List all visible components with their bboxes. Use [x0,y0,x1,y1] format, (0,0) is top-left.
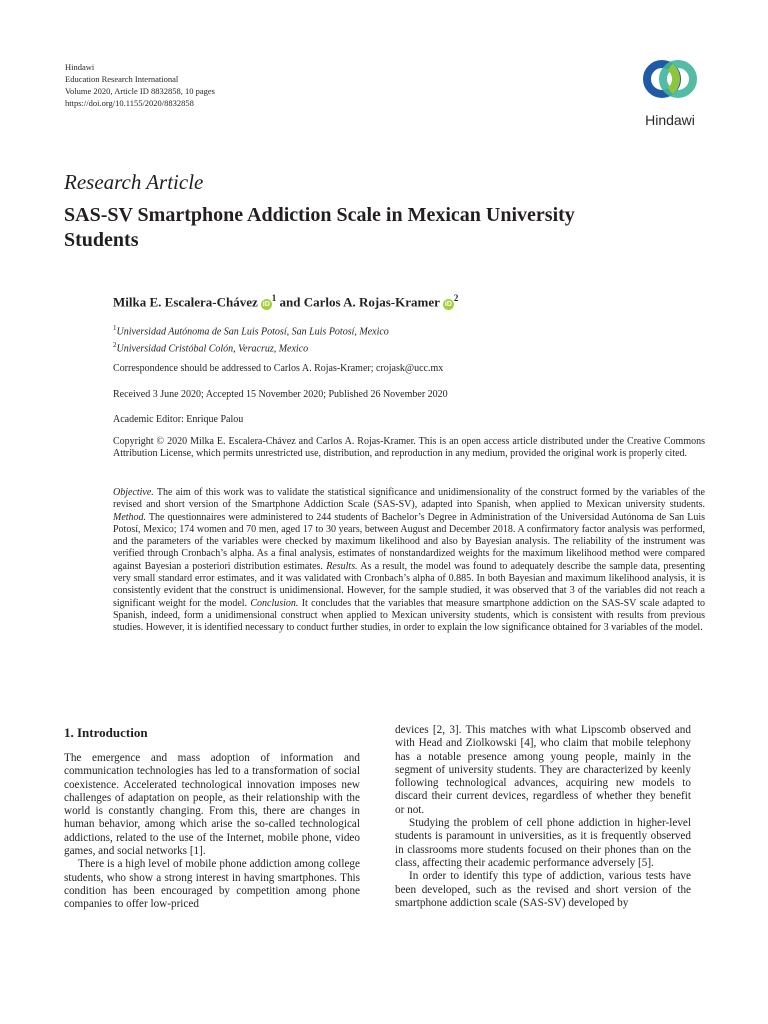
abstract [113,487,705,635]
abstract-conclusion: It concludes that the variables that measure smartphone addiction on the SAS-SV scale adapted to Spanish, indeed, form a unidimensional construct when applied to Mexican university students, which is consistent with results from previous studies. However, it is identified necessary to conduct further studies, in order to explain the low significance obtained for 3 variables of the model. [113,597,705,634]
author-name: Carlos A. Rojas-Kramer [303,294,440,310]
copyright-notice: Copyright © 2020 Milka E. Escalera-Chávez and Carlos A. Rojas-Kramer. This is an open access article distributed under the Creative Commons Attribution License, which permits unrestricted use, distribution, and reproduction in any medium, provided the original work is properly cited. [113,436,705,460]
academic-editor: Academic Editor: Enrique Palou [113,414,244,425]
affiliation-line: $^2$Universidad Cristóbal Colón, Veracruz, Mexico [113,340,309,354]
affiliations [113,322,705,355]
author-name: Milka E. Escalera-Chávez [113,294,258,310]
abstract-results: As a result, the model was found to adequately describe the sample data, presenting very small standard error estimates, and it was validated with Cronbach’s alpha of 0.885. In both Bayesian and maximum likelihood analysis, it is consistently evident that the construct is unidimensional. However, for the sample studied, it was observed that 3 of the variables did not reach a significant weight for the model. [113,560,705,609]
affiliation-marker: 1 [271,293,277,303]
author-list [113,293,458,310]
correspondence: Correspondence should be addressed to Carlos A. Rojas-Kramer; crojask@ucc.mx [113,363,444,374]
logo-wordmark: Hindawi [645,112,695,128]
body-paragraph: Studying the problem of cell phone addiction in higher-level students is paramount in universities, as it is frequently observed in classrooms more students focused on their phones than on the class, affecting their academic performance adversely [5]. [395,817,691,869]
section-heading: 1. Introduction [64,725,148,740]
affiliation-line: $^1$Universidad Autónoma de San Luis Potosí, San Luis Potosí, Mexico [113,324,389,338]
body-column-left [64,752,360,912]
body-column-right [395,724,691,910]
affiliation-marker: 2 [453,293,459,303]
abstract-method-label: Method. [113,511,147,523]
abstract-results-label: Results. [326,560,358,572]
hindawi-logo-icon [641,54,699,104]
body-paragraph: In order to identify this type of addiction, various tests have been developed, such as the revised and short version of the smartphone addiction scale (SAS-SV) developed by [395,870,691,909]
abstract-objective-label: Objective. [113,487,154,498]
publication-dates: Received 3 June 2020; Accepted 15 November 2020; Published 26 November 2020 [113,389,448,400]
body-paragraph: devices [2, 3]. This matches with what Lipscomb observed and with Head and Ziolkowski [4], who claim that mobile telephony has a notable presence among young people, mainly in the segment of university students. They are characterized by keenly following technological advances, acquiring new models to discard their current devices, regardless of whether they benefit or not. [395,724,691,816]
abstract-objective: The aim of this work was to validate the statistical significance and unidimensionality of the construct formed by the variables of the revised and short version of the Smartphone Addiction Scale (SAS-SV), adapted into Spanish, when applied to Mexican university students. [113,487,705,511]
article-type: Research Article [64,170,204,194]
body-paragraph: The emergence and mass adoption of information and communication technologies has led to a transformation of social coexistence. Accelerated technological innovation imposes new challenges of adaptation on people, as their relationship with the world is constantly changing. From this, there are changes in human behavior, among which arise the so-called technological addictions, related to the use of the Internet, mobile phone, video games, and social networks [1]. [64,752,360,858]
body-paragraph: There is a high level of mobile phone addiction among college students, who show a strong interest in having smartphones. This condition has been encouraged by competition among phone companies to offer low-priced [64,858,360,911]
orcid-icon[interactable]: iD [444,301,452,309]
abstract-conclusion-label: Conclusion. [250,597,299,609]
article-title: SAS-SV Smartphone Addiction Scale in Mexican University Students [64,204,575,251]
orcid-icon[interactable]: iD [262,301,270,309]
journal-name: Education Research International [65,74,179,84]
volume-line: Volume 2020, Article ID 8832858, 10 pages [65,86,215,96]
author-join: and [279,294,301,310]
publisher-name: Hindawi [65,62,95,72]
header-meta [65,61,215,109]
doi-link[interactable]: https://doi.org/10.1155/2020/8832858 [65,98,194,108]
abstract-method: The questionnaires were administered to 244 students of Bachelor’s Degree in Administration of the Universidad Autónoma de San Luis Potosí, Mexico; 174 women and 70 men, aged 17 to 30 years, between August and December 2018. A confirmatory factor analysis was performed, and the parameters of the variables were checked by maximum likelihood and also by Bayesian analysis. The reliability of the instrument was verified through Cronbach’s alpha. As a final analysis, estimates of nonstandardized weights for the maximum likelihood method were compared against Bayesian a posteriori distribution estimates. [113,511,705,572]
